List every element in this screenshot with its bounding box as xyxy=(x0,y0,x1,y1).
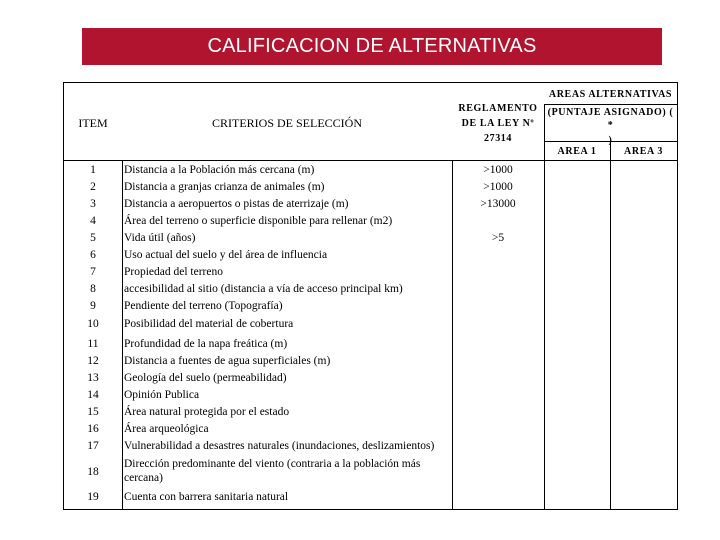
row-item-number: 6 xyxy=(90,249,96,261)
header-divider xyxy=(544,104,677,105)
header-area-1: AREA 1 xyxy=(557,146,597,157)
row-criterion: cercana) xyxy=(124,472,163,484)
row-criterion: Propiedad del terreno xyxy=(124,266,223,278)
row-item-number: 14 xyxy=(87,389,99,401)
row-reglamento-value: >5 xyxy=(491,232,505,244)
row-criterion: Cuenta con barrera sanitaria natural xyxy=(124,491,289,503)
header-reglamento: REGLAMENTO DE LA LEY Nº 27314 xyxy=(458,103,538,144)
row-item-number: 2 xyxy=(90,181,96,193)
header-criteria: CRITERIOS DE SELECCIÓN xyxy=(212,116,362,130)
row-reglamento-value: >1000 xyxy=(483,181,513,193)
row-criterion: Vida útil (años) xyxy=(124,232,196,244)
row-criterion: Área natural protegida por el estado xyxy=(124,406,290,418)
header-area-3: AREA 3 xyxy=(624,146,663,157)
row-item-number: 9 xyxy=(90,300,96,312)
row-item-number: 11 xyxy=(87,338,99,350)
row-item-number: 1 xyxy=(90,164,96,176)
row-item-number: 4 xyxy=(90,215,96,227)
row-criterion: Opinión Publica xyxy=(124,389,200,401)
row-item-number: 12 xyxy=(87,355,99,367)
row-item-number: 7 xyxy=(90,266,96,278)
row-reglamento-value: >13000 xyxy=(480,198,516,210)
row-item-number: 17 xyxy=(87,440,99,452)
row-criterion: Área arqueológica xyxy=(124,423,209,435)
row-item-number: 5 xyxy=(90,232,96,244)
row-item-number: 3 xyxy=(90,198,96,210)
row-criterion: Dirección predominante del viento (contraria a la población más xyxy=(124,458,421,470)
row-criterion: Posibilidad del material de cobertura xyxy=(124,318,294,330)
row-item-number: 8 xyxy=(90,283,96,295)
row-criterion: Geología del suelo (permeabilidad) xyxy=(124,372,287,384)
row-item-number: 15 xyxy=(87,406,99,418)
header-bottom-line xyxy=(64,160,677,161)
column-divider xyxy=(122,160,123,509)
row-criterion: Distancia a la Población más cercana (m) xyxy=(124,164,315,176)
header-puntaje: (PUNTAJE ASIGNADO) ( * ) xyxy=(547,107,674,146)
row-item-number: 18 xyxy=(87,466,99,478)
row-criterion: Área del terreno o superficie disponible para rellenar (m2) xyxy=(124,215,393,227)
row-item-number: 10 xyxy=(87,318,99,330)
row-item-number: 16 xyxy=(87,423,99,435)
header-areas-alternativas: AREAS ALTERNATIVAS xyxy=(548,89,673,100)
row-criterion: Distancia a aeropuertos o pistas de aterrizaje (m) xyxy=(124,198,349,210)
row-criterion: Pendiente del terreno (Topografía) xyxy=(124,300,283,312)
row-reglamento-value: >1000 xyxy=(483,164,513,176)
column-divider xyxy=(452,160,453,509)
row-criterion: Distancia a granjas crianza de animales (m) xyxy=(124,181,325,193)
row-criterion: Uso actual del suelo y del área de influencia xyxy=(124,249,328,261)
row-criterion: Profundidad de la napa freática (m) xyxy=(124,338,288,350)
column-divider xyxy=(610,141,611,509)
column-divider xyxy=(544,104,545,509)
row-item-number: 13 xyxy=(87,372,99,384)
row-criterion: accesibilidad al sitio (distancia a vía de acceso principal km) xyxy=(124,283,403,295)
page-title: CALIFICACION DE ALTERNATIVAS xyxy=(82,28,662,65)
row-item-number: 19 xyxy=(87,491,99,503)
row-criterion: Vulnerabilidad a desastres naturales (inundaciones, deslizamientos) xyxy=(124,440,435,452)
row-criterion: Distancia a fuentes de agua superficiales (m) xyxy=(124,355,331,367)
header-item: ITEM xyxy=(78,116,108,130)
